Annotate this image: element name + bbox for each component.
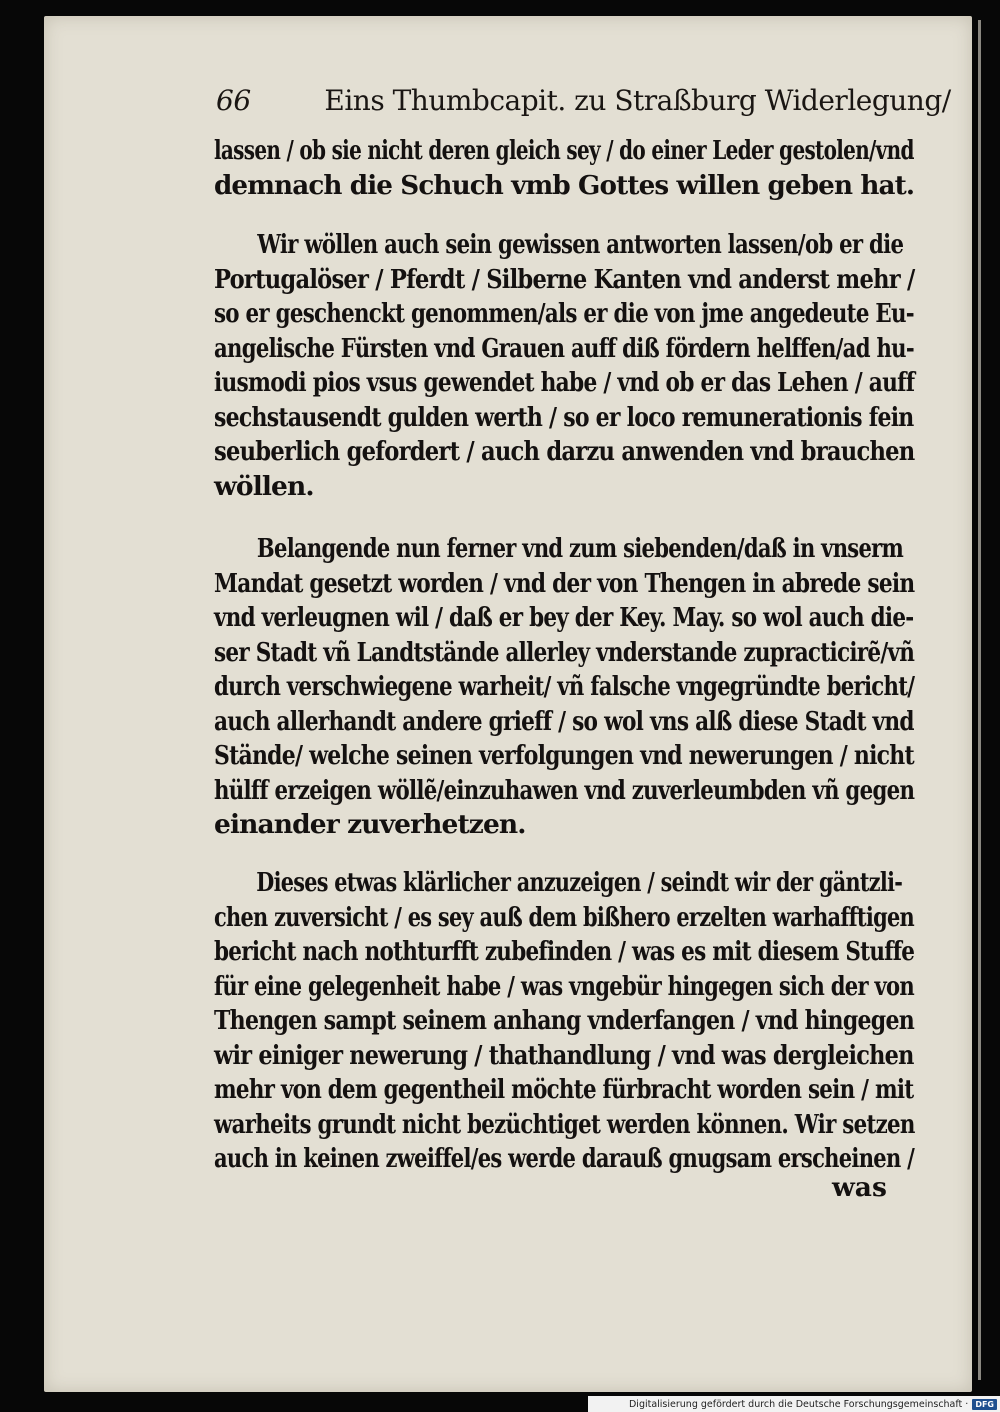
text-line: bericht nach nothturfft zubefinden / was es mit diesem Stuffe — [214, 936, 915, 967]
text-line: Thengen sampt seinem anhang vnderfangen / vnd hingegen — [214, 1005, 915, 1036]
page-number: 66 — [216, 84, 251, 117]
text-line: mehr von dem gegentheil möchte fürbracht worden sein / mit — [214, 1074, 914, 1105]
text-line: iusmodi pios vsus gewendet habe / vnd ob er das Lehen / auff — [214, 367, 915, 398]
text-line: hülff erzeigen wöllẽ/einzuhawen vnd zuverleumbden vñ gegen — [214, 774, 915, 806]
paragraph-4 — [214, 866, 914, 1177]
page-edge — [978, 20, 981, 1380]
dfg-logo-icon: DFG — [972, 1399, 997, 1410]
page-header — [216, 84, 951, 117]
text-line: so er geschenckt genommen/als er die von jme angedeute Eu- — [214, 298, 914, 329]
catchword: was — [832, 1172, 887, 1203]
paragraph-2 — [214, 228, 914, 504]
text-line: chen zuversicht / es sey auß dem bißhero erzelten warhafftigen — [214, 901, 915, 933]
paragraph-3 — [214, 532, 914, 843]
footer-bar — [588, 1396, 1000, 1412]
paragraph-1 — [214, 134, 914, 203]
text-line: angelische Fürsten vnd Grauen auff diß fördern helffen/ad hu- — [214, 332, 914, 364]
text-line: wir einiger newerung / thathandlung / vnd was dergleichen — [214, 1039, 914, 1071]
text-line: lassen / ob sie nicht deren gleich sey / do einer Leder gestolen/vnd — [214, 135, 914, 166]
text-line: Stände/ welche seinen verfolgungen vnd newerungen / nicht — [214, 740, 914, 771]
text-line: durch verschwiegene warheit/ vñ falsche vngegründte bericht/ — [214, 671, 915, 702]
footer-credit: Digitalisierung gefördert durch die Deutsche Forschungsgemeinschaft · — [628, 1398, 969, 1410]
text-line: seuberlich gefordert / auch darzu anwenden vnd brauchen — [214, 436, 915, 467]
text-line: auch in keinen zweiffel/es werde darauß gnugsam erscheinen / — [214, 1143, 915, 1174]
text-line: ser Stadt vñ Landtstände allerley vnderstande zupracticirẽ/vñ — [214, 636, 915, 668]
text-line: demnach die Schuch vmb Gottes willen geben hat. — [214, 169, 915, 201]
text-line: Portugalöser / Pferdt / Silberne Kanten vnd anderst mehr / — [214, 263, 915, 295]
text-line: Dieses etwas klärlicher anzuzeigen / seindt wir der gäntzli- — [256, 867, 903, 898]
text-line: Wir wöllen auch sein gewissen antworten lassen/ob er die — [257, 229, 904, 260]
text-line: Belangende nun ferner vnd zum siebenden/daß in vnserm — [256, 533, 904, 564]
text-line: für eine gelegenheit habe / was vngebür hingegen sich der von — [214, 970, 915, 1002]
running-title: Eins Thumbcapit. zu Straßburg Widerlegung/ — [324, 84, 951, 117]
text-line: warheits grundt nicht bezüchtiget werden können. Wir setzen — [214, 1108, 915, 1140]
text-line: vnd verleugnen wil / daß er bey der Key. May. so wol auch die- — [214, 602, 914, 633]
text-line: wöllen. — [214, 470, 314, 502]
text-line: sechstausendt gulden werth / so er loco remunerationis fein — [214, 401, 914, 433]
text-line: auch allerhandt andere grieff / so wol vns alß diese Stadt vnd — [214, 705, 914, 737]
text-line: Mandat gesetzt worden / vnd der von Thengen in abrede sein — [214, 567, 915, 599]
text-line: einander zuverhetzen. — [214, 809, 526, 840]
